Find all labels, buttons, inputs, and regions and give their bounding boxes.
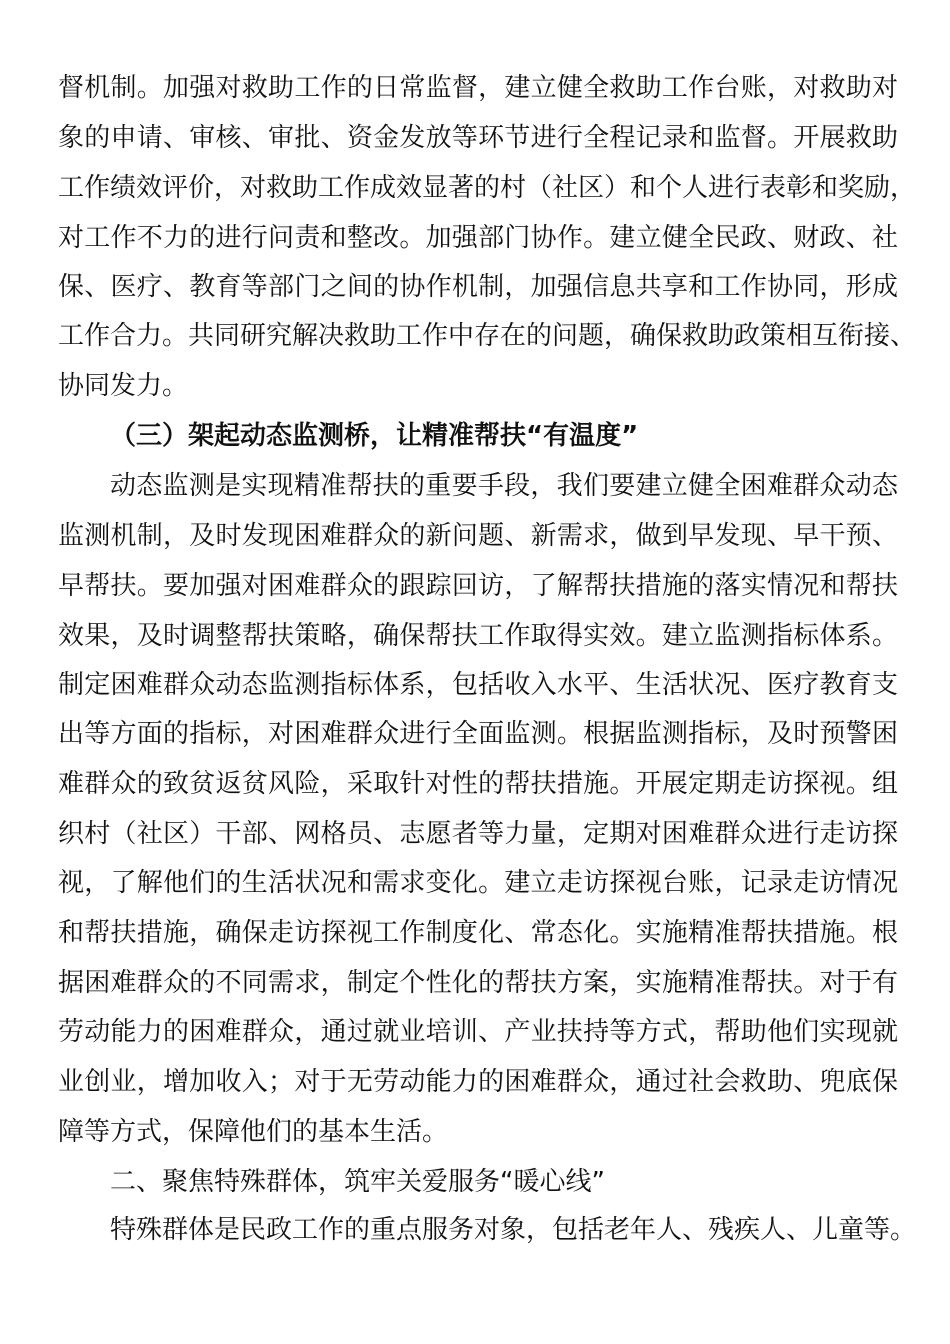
body-text-line: 监测机制，及时发现困难群众的新问题、新需求，做到早发现、早干预、 <box>58 521 898 551</box>
body-text-line: 视，了解他们的生活状况和需求变化。建立走访探视台账，记录走访情况 <box>58 868 898 898</box>
body-text-line: 象的申请、审核、审批、资金发放等环节进行全程记录和监督。开展救助 <box>58 123 898 153</box>
body-text-line: 难群众的致贫返贫风险，采取针对性的帮扶措施。开展定期走访探视。组 <box>58 769 898 799</box>
paragraph-first-line: 动态监测是实现精准帮扶的重要手段，我们要建立健全困难群众动态 <box>110 471 898 501</box>
body-text-line: 工作绩效评价，对救助工作成效显著的村（社区）和个人进行表彰和奖励， <box>58 173 917 203</box>
body-text-line: 出等方面的指标，对困难群众进行全面监测。根据监测指标，及时预警困 <box>58 719 898 749</box>
body-text-line: 效果，及时调整帮扶策略，确保帮扶工作取得实效。建立监测指标体系。 <box>58 621 898 651</box>
body-text-line: 业创业，增加收入；对于无劳动能力的困难群众，通过社会救助、兜底保 <box>58 1067 898 1097</box>
body-text-line: 工作合力。共同研究解决救助工作中存在的问题，确保救助政策相互衔接、 <box>58 321 917 351</box>
body-text-line: 织村（社区）干部、网格员、志愿者等力量，定期对困难群众进行走访探 <box>58 819 898 849</box>
body-text-line: 劳动能力的困难群众，通过就业培训、产业扶持等方式，帮助他们实现就 <box>58 1017 898 1047</box>
paragraph-first-line: 特殊群体是民政工作的重点服务对象，包括老年人、残疾人、儿童等。 <box>110 1215 917 1245</box>
section-heading: （三）架起动态监测桥，让精准帮扶“有温度” <box>110 421 639 451</box>
chapter-heading: 二、聚焦特殊群体，筑牢关爱服务“暖心线” <box>110 1167 605 1197</box>
body-text-line: 制定困难群众动态监测指标体系，包括收入水平、生活状况、医疗教育支 <box>58 670 898 700</box>
body-text-line: 对工作不力的进行问责和整改。加强部门协作。建立健全民政、财政、社 <box>58 223 898 253</box>
body-text-line: 协同发力。 <box>58 371 189 401</box>
body-text-line: 据困难群众的不同需求，制定个性化的帮扶方案，实施精准帮扶。对于有 <box>58 968 898 998</box>
body-text-line: 和帮扶措施，确保走访探视工作制度化、常态化。实施精准帮扶措施。根 <box>58 918 898 948</box>
body-text-line: 督机制。加强对救助工作的日常监督，建立健全救助工作台账，对救助对 <box>58 73 898 103</box>
body-text-line: 早帮扶。要加强对困难群众的跟踪回访，了解帮扶措施的落实情况和帮扶 <box>58 571 898 601</box>
body-text-line: 障等方式，保障他们的基本生活。 <box>58 1117 449 1147</box>
body-text-line: 保、医疗、教育等部门之间的协作机制，加强信息共享和工作协同，形成 <box>58 272 898 302</box>
